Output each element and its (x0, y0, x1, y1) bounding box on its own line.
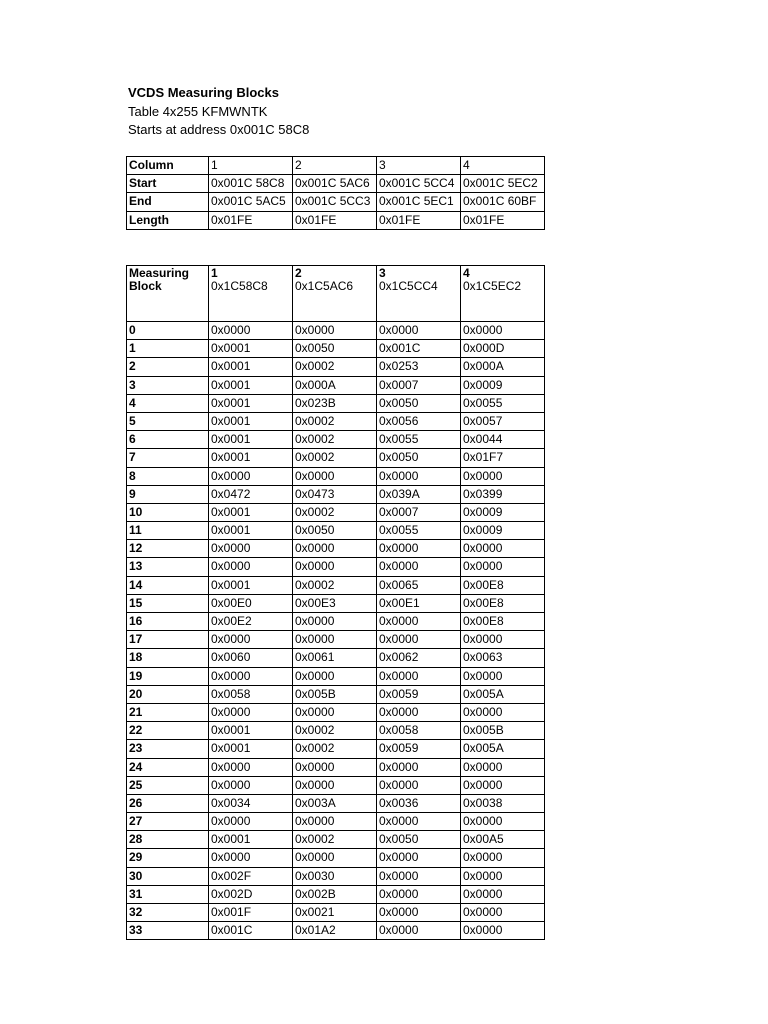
table-row (127, 631, 545, 649)
table-cell: 0x0000 (293, 813, 377, 831)
table-cell: 0x0000 (209, 703, 293, 721)
table-row (127, 576, 545, 594)
row-label-cell: 30 (127, 867, 209, 885)
table-cell: 0x0000 (209, 776, 293, 794)
table-row (127, 685, 545, 703)
table-cell: 0x00E3 (293, 594, 377, 612)
table-cell: 0x0000 (209, 631, 293, 649)
table-header-row (127, 266, 545, 322)
table-row (127, 322, 545, 340)
table-cell: 0x0000 (293, 703, 377, 721)
table-cell: 0x0050 (293, 522, 377, 540)
table-cell: 0x0002 (293, 358, 377, 376)
table-cell: 0x0000 (461, 904, 545, 922)
table-cell: 2 (293, 157, 377, 175)
row-label-cell: 21 (127, 703, 209, 721)
table-cell: 0x00E8 (461, 576, 545, 594)
row-label-cell: End (127, 193, 209, 211)
row-label-cell: 17 (127, 631, 209, 649)
row-label-cell: 15 (127, 594, 209, 612)
table-row (127, 613, 545, 631)
header-cell (377, 266, 461, 322)
table-cell: 0x0001 (209, 340, 293, 358)
table-cell: 0x0001 (209, 449, 293, 467)
table-cell: 0x00E0 (209, 594, 293, 612)
row-label-cell: 11 (127, 522, 209, 540)
table-cell: 0x0000 (293, 758, 377, 776)
table-cell: 0x0000 (377, 904, 461, 922)
table-row (127, 703, 545, 721)
row-label-cell: Start (127, 175, 209, 193)
table-cell: 0x0000 (461, 631, 545, 649)
row-label-cell: 18 (127, 649, 209, 667)
row-label-cell: 32 (127, 904, 209, 922)
table-cell: 0x0044 (461, 431, 545, 449)
table-cell: 0x01FE (377, 211, 461, 229)
table-cell: 0x001C 60BF (461, 193, 545, 211)
row-label-cell: 19 (127, 667, 209, 685)
row-label-cell: 16 (127, 613, 209, 631)
row-label-cell: 25 (127, 776, 209, 794)
table-cell: 0x0000 (377, 922, 461, 940)
table-cell: 1 (209, 157, 293, 175)
table-cell: 0x0058 (209, 685, 293, 703)
table-cell: 0x0000 (293, 667, 377, 685)
table-row (127, 340, 545, 358)
table-description: Table 4x255 KFMWNTK (128, 103, 268, 119)
table-row (127, 813, 545, 831)
table-cell: 0x0060 (209, 649, 293, 667)
table-cell: 0x0000 (461, 922, 545, 940)
table-cell: 0x023B (293, 394, 377, 412)
table-cell: 0x0000 (377, 849, 461, 867)
table-cell: 0x002F (209, 867, 293, 885)
row-label-cell: 14 (127, 576, 209, 594)
row-label-cell: 28 (127, 831, 209, 849)
row-label-cell: 33 (127, 922, 209, 940)
table-cell: 0x0034 (209, 794, 293, 812)
table-cell: 0x0000 (209, 558, 293, 576)
table-cell: 0x0009 (461, 503, 545, 521)
table-cell: 0x005B (461, 722, 545, 740)
table-cell: 0x0000 (209, 849, 293, 867)
table-cell: 0x0001 (209, 431, 293, 449)
table-row (127, 922, 545, 940)
column-number: 3 (379, 266, 386, 280)
table-cell: 0x0000 (293, 849, 377, 867)
table-cell: 0x01FE (461, 211, 545, 229)
table-cell: 0x000A (293, 376, 377, 394)
table-cell: 0x01FE (293, 211, 377, 229)
table-cell: 0x0000 (461, 540, 545, 558)
table-cell: 0x0055 (377, 522, 461, 540)
table-cell: 0x0001 (209, 358, 293, 376)
row-label-cell: 10 (127, 503, 209, 521)
table-cell: 0x0009 (461, 522, 545, 540)
table-cell: 0x0000 (461, 849, 545, 867)
table-cell: 0x001C (209, 922, 293, 940)
table-cell: 0x001C 5CC4 (377, 175, 461, 193)
row-label-cell: 3 (127, 376, 209, 394)
table-row (127, 667, 545, 685)
table-row (127, 485, 545, 503)
header-cell (293, 266, 377, 322)
table-row (127, 193, 545, 211)
header-cell (127, 266, 209, 322)
table-cell: 0x0473 (293, 485, 377, 503)
table-cell: 0x0000 (377, 631, 461, 649)
header-cell (209, 266, 293, 322)
table-cell: 0x005B (293, 685, 377, 703)
table-cell: 0x0000 (209, 540, 293, 558)
table-cell: 0x001C 5EC1 (377, 193, 461, 211)
table-cell: 0x0000 (461, 867, 545, 885)
table-cell: 0x0000 (209, 322, 293, 340)
table-cell: 0x039A (377, 485, 461, 503)
table-cell: 0x01A2 (293, 922, 377, 940)
column-address: 0x1C58C8 (211, 279, 268, 293)
table-cell: 0x0000 (293, 558, 377, 576)
table-row (127, 540, 545, 558)
table-cell: 0x0000 (209, 667, 293, 685)
row-label-cell: Column (127, 157, 209, 175)
table-cell: 0x0000 (377, 540, 461, 558)
table-cell: 0x0000 (377, 813, 461, 831)
table-cell: 0x005A (461, 685, 545, 703)
table-cell: 0x0000 (377, 703, 461, 721)
table-cell: 0x0253 (377, 358, 461, 376)
table-cell: 0x0001 (209, 376, 293, 394)
table-cell: 0x0001 (209, 522, 293, 540)
row-label-cell: 20 (127, 685, 209, 703)
row-label-cell: 12 (127, 540, 209, 558)
table-cell: 0x00A5 (461, 831, 545, 849)
table-row (127, 412, 545, 430)
table-cell: 0x0001 (209, 740, 293, 758)
table-cell: 0x001C 58C8 (209, 175, 293, 193)
table-row (127, 503, 545, 521)
table-cell: 0x001F (209, 904, 293, 922)
table-cell: 0x0055 (461, 394, 545, 412)
table-cell: 0x0000 (377, 467, 461, 485)
table-cell: 0x0000 (461, 885, 545, 903)
table-cell: 0x0399 (461, 485, 545, 503)
table-cell: 0x001C 5CC3 (293, 193, 377, 211)
table-cell: 0x002D (209, 885, 293, 903)
table-cell: 0x00E2 (209, 613, 293, 631)
table-cell: 0x0059 (377, 685, 461, 703)
table-cell: 0x00E8 (461, 613, 545, 631)
table-row (127, 722, 545, 740)
start-address-note: Starts at address 0x001C 58C8 (128, 122, 310, 137)
row-label-cell: 1 (127, 340, 209, 358)
column-number: 2 (295, 266, 302, 280)
table-cell: 0x0056 (377, 412, 461, 430)
table-cell: 0x0001 (209, 394, 293, 412)
table-cell: 0x0009 (461, 376, 545, 394)
table-cell: 0x0000 (461, 322, 545, 340)
table-cell: 0x0002 (293, 831, 377, 849)
column-address: 0x1C5CC4 (379, 279, 438, 293)
row-label-cell: 13 (127, 558, 209, 576)
table-cell: 0x0050 (377, 394, 461, 412)
table-cell: 0x0057 (461, 412, 545, 430)
table-cell: 0x0063 (461, 649, 545, 667)
table-cell: 0x003A (293, 794, 377, 812)
table-cell: 0x0065 (377, 576, 461, 594)
row-label-cell: 4 (127, 394, 209, 412)
row-label-cell: 29 (127, 849, 209, 867)
table-cell: 0x0050 (377, 831, 461, 849)
table-row (127, 376, 545, 394)
table-cell: 0x0000 (377, 322, 461, 340)
table-cell: 0x0000 (209, 813, 293, 831)
table-cell: 0x001C 5EC2 (461, 175, 545, 193)
table-cell: 0x0000 (293, 776, 377, 794)
table-row (127, 467, 545, 485)
table-cell: 0x0007 (377, 376, 461, 394)
row-label-cell: 5 (127, 412, 209, 430)
row-label-cell: 6 (127, 431, 209, 449)
row-label-cell: 24 (127, 758, 209, 776)
table-cell: 0x000A (461, 358, 545, 376)
row-label-cell: 0 (127, 322, 209, 340)
table-row (127, 831, 545, 849)
table-cell: 0x001C 5AC6 (293, 175, 377, 193)
document-title: VCDS Measuring Blocks (128, 85, 279, 100)
header-cell (461, 266, 545, 322)
table-cell: 0x01F7 (461, 449, 545, 467)
row-label-cell: 27 (127, 813, 209, 831)
header-label-line: Block (129, 279, 162, 293)
column-number: 1 (211, 266, 218, 280)
table-cell: 0x0050 (293, 340, 377, 358)
column-address: 0x1C5AC6 (295, 279, 354, 293)
table-cell: 0x005A (461, 740, 545, 758)
table-cell: 0x0000 (377, 758, 461, 776)
table-cell: 0x00E1 (377, 594, 461, 612)
row-label-cell: 22 (127, 722, 209, 740)
table-cell: 0x0050 (377, 449, 461, 467)
row-label-cell: 31 (127, 885, 209, 903)
table-cell: 3 (377, 157, 461, 175)
table-cell: 0x0000 (377, 776, 461, 794)
table-cell: 0x0002 (293, 431, 377, 449)
table-row (127, 649, 545, 667)
row-label-cell: 7 (127, 449, 209, 467)
address-range-table (126, 156, 545, 230)
table-row (127, 794, 545, 812)
table-cell: 0x0001 (209, 412, 293, 430)
table-cell: 0x0000 (377, 558, 461, 576)
table-cell: 0x0000 (461, 703, 545, 721)
table-cell: 0x0001 (209, 576, 293, 594)
table-cell: 0x0000 (293, 631, 377, 649)
table-cell: 0x0000 (209, 467, 293, 485)
table-cell: 0x0061 (293, 649, 377, 667)
table-row (127, 740, 545, 758)
table-cell: 0x0000 (461, 758, 545, 776)
row-label-cell: Length (127, 211, 209, 229)
table-row (127, 885, 545, 903)
table-cell: 0x0030 (293, 867, 377, 885)
table-cell: 0x0002 (293, 412, 377, 430)
row-label-cell: 23 (127, 740, 209, 758)
table-cell: 0x0000 (461, 813, 545, 831)
table-cell: 0x0001 (209, 831, 293, 849)
table-cell: 0x0000 (377, 885, 461, 903)
table-cell: 0x0000 (293, 467, 377, 485)
table-cell: 0x0036 (377, 794, 461, 812)
table-cell: 0x0002 (293, 503, 377, 521)
table-cell: 0x01FE (209, 211, 293, 229)
table-cell: 0x0002 (293, 740, 377, 758)
table-cell: 0x0002 (293, 449, 377, 467)
table-row (127, 522, 545, 540)
table-cell: 0x0001 (209, 503, 293, 521)
row-label-cell: 8 (127, 467, 209, 485)
table-cell: 0x000D (461, 340, 545, 358)
table-cell: 0x0000 (461, 776, 545, 794)
table-row (127, 431, 545, 449)
row-label-cell: 9 (127, 485, 209, 503)
table-cell: 0x001C (377, 340, 461, 358)
row-label-cell: 26 (127, 794, 209, 812)
table-cell: 0x0000 (461, 667, 545, 685)
document-heading (128, 84, 309, 140)
measuring-block-table (126, 265, 545, 940)
table-cell: 0x002B (293, 885, 377, 903)
table-cell: 0x0000 (293, 322, 377, 340)
table-cell: 0x0055 (377, 431, 461, 449)
table-cell: 0x0007 (377, 503, 461, 521)
table-row (127, 758, 545, 776)
table-cell: 0x0002 (293, 722, 377, 740)
table-cell: 0x0058 (377, 722, 461, 740)
table-row (127, 867, 545, 885)
table-cell: 0x0000 (377, 613, 461, 631)
table-row (127, 358, 545, 376)
table-cell: 4 (461, 157, 545, 175)
table-cell: 0x0062 (377, 649, 461, 667)
table-row (127, 594, 545, 612)
table-cell: 0x0001 (209, 722, 293, 740)
table-row (127, 558, 545, 576)
table-cell: 0x0059 (377, 740, 461, 758)
table-cell: 0x0000 (377, 667, 461, 685)
table-cell: 0x0021 (293, 904, 377, 922)
table-cell: 0x0000 (293, 613, 377, 631)
table-cell: 0x0000 (293, 540, 377, 558)
table-cell: 0x00E8 (461, 594, 545, 612)
table-row (127, 157, 545, 175)
table-cell: 0x001C 5AC5 (209, 193, 293, 211)
column-number: 4 (463, 266, 470, 280)
table-cell: 0x0000 (377, 867, 461, 885)
header-label-line: Measuring (129, 266, 190, 280)
row-label-cell: 2 (127, 358, 209, 376)
table-row (127, 175, 545, 193)
table-row (127, 904, 545, 922)
table-cell: 0x0000 (461, 467, 545, 485)
table-cell: 0x0000 (209, 758, 293, 776)
table-row (127, 211, 545, 229)
table-row (127, 449, 545, 467)
table-cell: 0x0002 (293, 576, 377, 594)
table-cell: 0x0000 (461, 558, 545, 576)
table-row (127, 776, 545, 794)
column-address: 0x1C5EC2 (463, 279, 522, 293)
table-cell: 0x0472 (209, 485, 293, 503)
table-row (127, 394, 545, 412)
table-row (127, 849, 545, 867)
table-cell: 0x0038 (461, 794, 545, 812)
